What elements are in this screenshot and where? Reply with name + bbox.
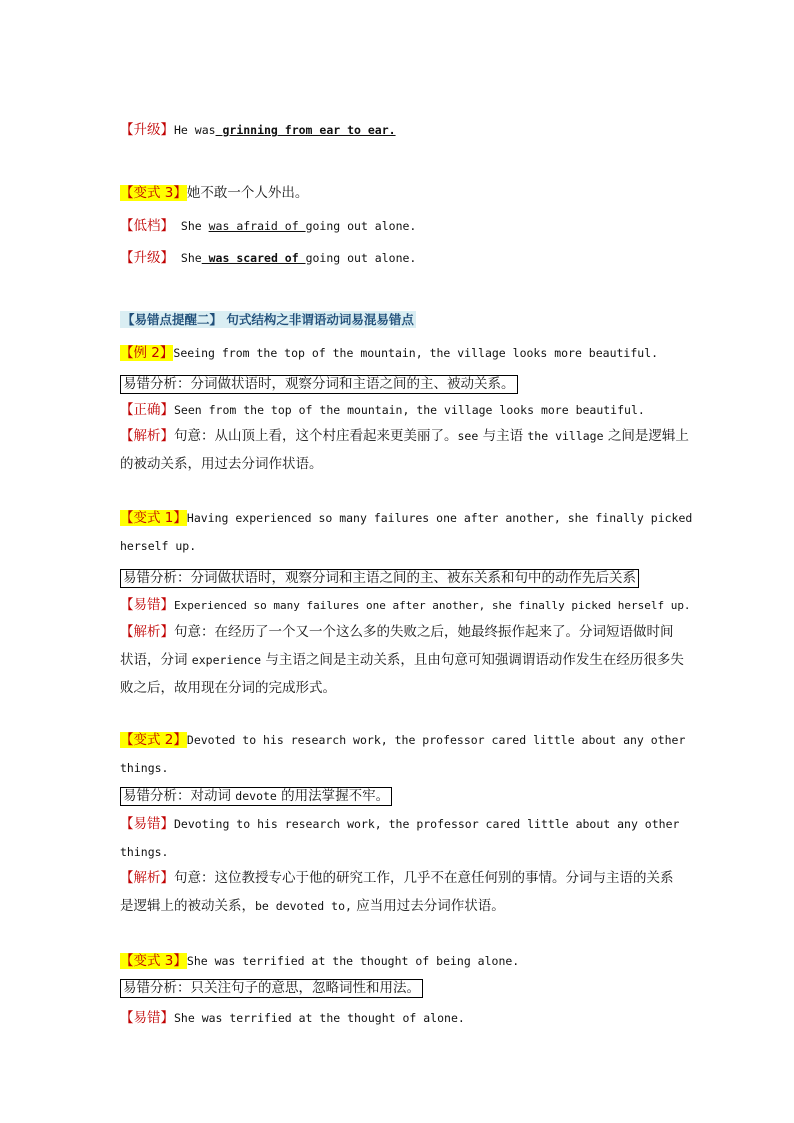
analysis-3: 【解析】句意：这位教授专心于他的研究工作，几乎不在意任何别的事情。分词与主语的关系 是逻辑上的被动关系，be devoted to, 应当用过去分词作状语。 [120, 870, 674, 914]
variant-1: 【变式 1】Having experienced so many failures one after another, she finally picked herself up. [120, 510, 693, 553]
tag-upgrade: 【升级】 [120, 122, 174, 138]
error-analysis-box-4: 易错分析：只关注句子的意思，忽略词性和用法。 [120, 979, 698, 998]
upgrade-line-2: 【升级】 She was scared of going out alone. [120, 250, 417, 266]
tag-analysis: 【解析】 [120, 428, 174, 444]
variant-3b-line: 【变式 3】She was terrified at the thought of being alone. [120, 953, 520, 969]
section-heading: 【易错点提醒二】 句式结构之非谓语动词易混易错点 [122, 312, 414, 327]
wrong-2: 【易错】Devoting to his research work, the professor cared little about any other things. [120, 816, 680, 859]
error-analysis-box-3: 易错分析：对动词 devote 的用法掌握不牢。 [120, 787, 698, 806]
upgrade-line-1: 【升级】He was grinning from ear to ear. [120, 122, 396, 138]
variant-3-line: 【变式 3】她不敢一个人外出。 [120, 185, 309, 201]
tag-variant-3: 【变式 3】 [120, 185, 187, 201]
tag-correct: 【正确】 [120, 402, 174, 418]
tag-upgrade: 【升级】 [120, 250, 174, 266]
analysis-2: 【解析】句意：在经历了一个又一个这么多的失败之后，她最终振作起来了。分词短语做时间 状语，分词 experience 与主语之间是主动关系，且由句意可知强调谓语动作发生在经历很多失 败之后，故用现在分词的完成形式。 [120, 624, 684, 696]
tag-variant-1: 【变式 1】 [120, 510, 187, 526]
tag-wrong: 【易错】 [120, 816, 174, 832]
tag-analysis: 【解析】 [120, 624, 174, 640]
tag-variant-2: 【变式 2】 [120, 732, 187, 748]
analysis-1: 【解析】句意：从山顶上看，这个村庄看起来更美丽了。see 与主语 the village 之间是逻辑上 的被动关系，用过去分词作状语。 [120, 428, 689, 472]
wrong-line-3: 【易错】She was terrified at the thought of alone. [120, 1010, 465, 1026]
tag-wrong: 【易错】 [120, 597, 174, 613]
error-analysis-box-2: 易错分析：分词做状语时，观察分词和主语之间的主、被东关系和句中的动作先后关系 [120, 569, 698, 588]
tag-analysis: 【解析】 [120, 870, 174, 886]
tag-variant-3: 【变式 3】 [120, 953, 187, 969]
variant-2: 【变式 2】Devoted to his research work, the professor cared little about any other things. [120, 732, 686, 775]
tag-example-2: 【例 2】 [120, 345, 174, 361]
tag-wrong: 【易错】 [120, 1010, 174, 1026]
wrong-line-1: 【易错】Experienced so many failures one after another, she finally picked herself up. [120, 597, 691, 613]
low-grade-line: 【低档】 She was afraid of going out alone. [120, 218, 417, 234]
error-analysis-box-1: 易错分析：分词做状语时，观察分词和主语之间的主、被动关系。 [120, 375, 698, 394]
tag-low-grade: 【低档】 [120, 218, 174, 234]
correct-line: 【正确】Seen from the top of the mountain, the village looks more beautiful. [120, 402, 645, 418]
example-2-line: 【例 2】Seeing from the top of the mountain, the village looks more beautiful. [120, 345, 659, 361]
